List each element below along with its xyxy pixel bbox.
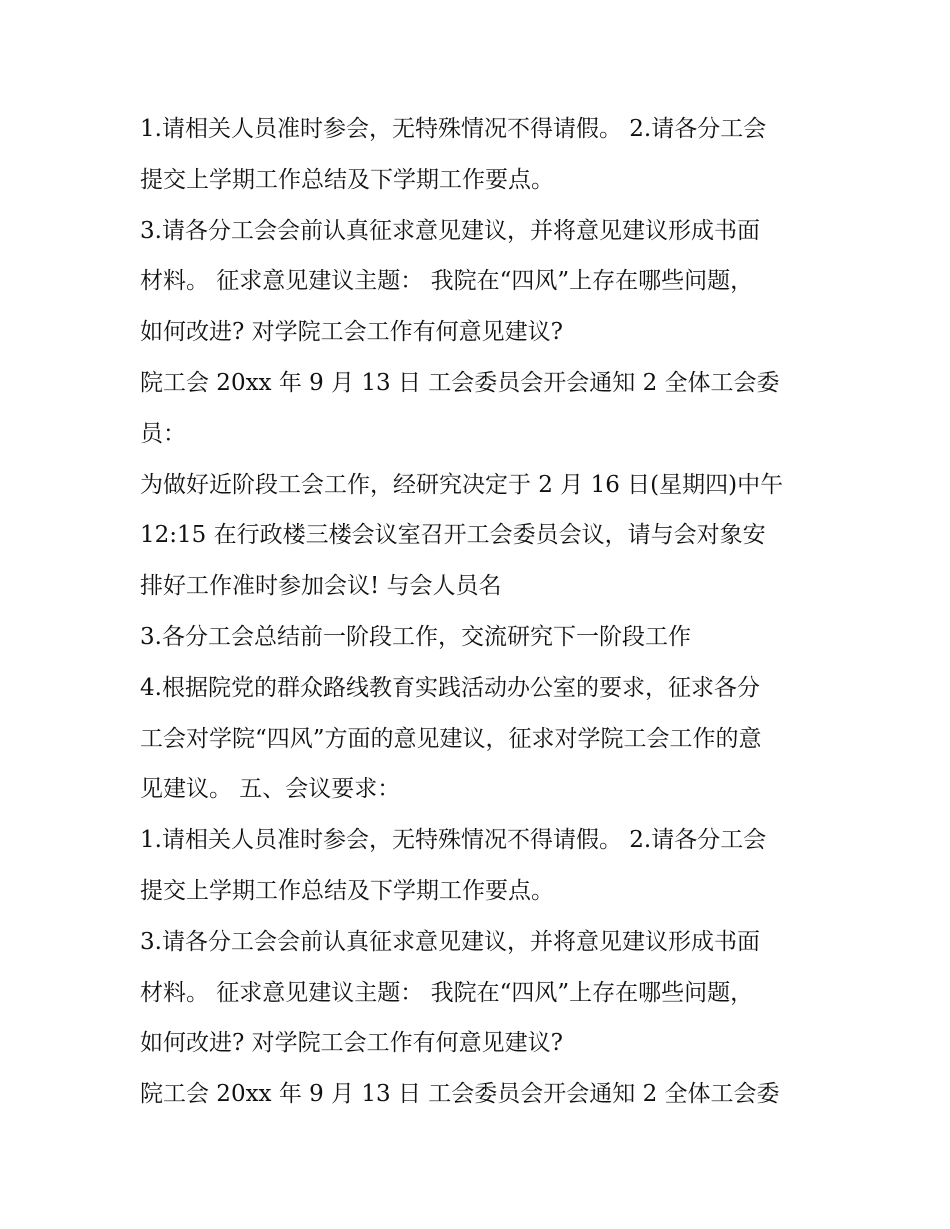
- text-line: 院工会 20xx 年 9 月 13 日 工会委员会开会通知 2 全体工会委: [140, 369, 780, 396]
- text-line: 员：: [140, 420, 186, 447]
- text-line: 1.请相关人员准时参会，无特殊情况不得请假。 2.请各分工会: [140, 116, 767, 142]
- text-line: 材料。 征求意见建议主题： 我院在“四风”上存在哪些问题，: [140, 979, 754, 1006]
- text-line: 12:15 在行政楼三楼会议室召开工会委员会议，请与会对象安: [140, 522, 766, 549]
- text-line: 院工会 20xx 年 9 月 13 日 工会委员会开会通知 2 全体工会委: [140, 1081, 780, 1108]
- document-body: [140, 104, 820, 1120]
- text-line: 为做好近阶段工会工作，经研究决定于 2 月 16 日(星期四)中午: [140, 471, 784, 498]
- text-line: 4.根据院党的群众路线教育实践活动办公室的要求，征求各分: [140, 674, 760, 701]
- text-line: 如何改进? 对学院工会工作有何意见建议?: [140, 1030, 563, 1057]
- text-line: 提交上学期工作总结及下学期工作要点。: [140, 166, 554, 193]
- text-line: 3.请各分工会会前认真征求意见建议，并将意见建议形成书面: [140, 928, 760, 955]
- text-line: 如何改进? 对学院工会工作有何意见建议?: [140, 319, 563, 346]
- text-line: 排好工作准时参加会议! 与会人员名: [140, 573, 502, 600]
- text-line: 材料。 征求意见建议主题： 我院在“四风”上存在哪些问题，: [140, 268, 754, 295]
- text-line: 3.请各分工会会前认真征求意见建议，并将意见建议形成书面: [140, 217, 760, 244]
- text-line: 见建议。 五、会议要求：: [140, 776, 401, 803]
- text-line: 3.各分工会总结前一阶段工作，交流研究下一阶段工作: [140, 623, 691, 650]
- text-line: 1.请相关人员准时参会，无特殊情况不得请假。 2.请各分工会: [140, 827, 767, 854]
- text-line: 提交上学期工作总结及下学期工作要点。: [140, 877, 554, 904]
- text-line: 工会对学院“四风”方面的意见建议，征求对学院工会工作的意: [140, 725, 762, 752]
